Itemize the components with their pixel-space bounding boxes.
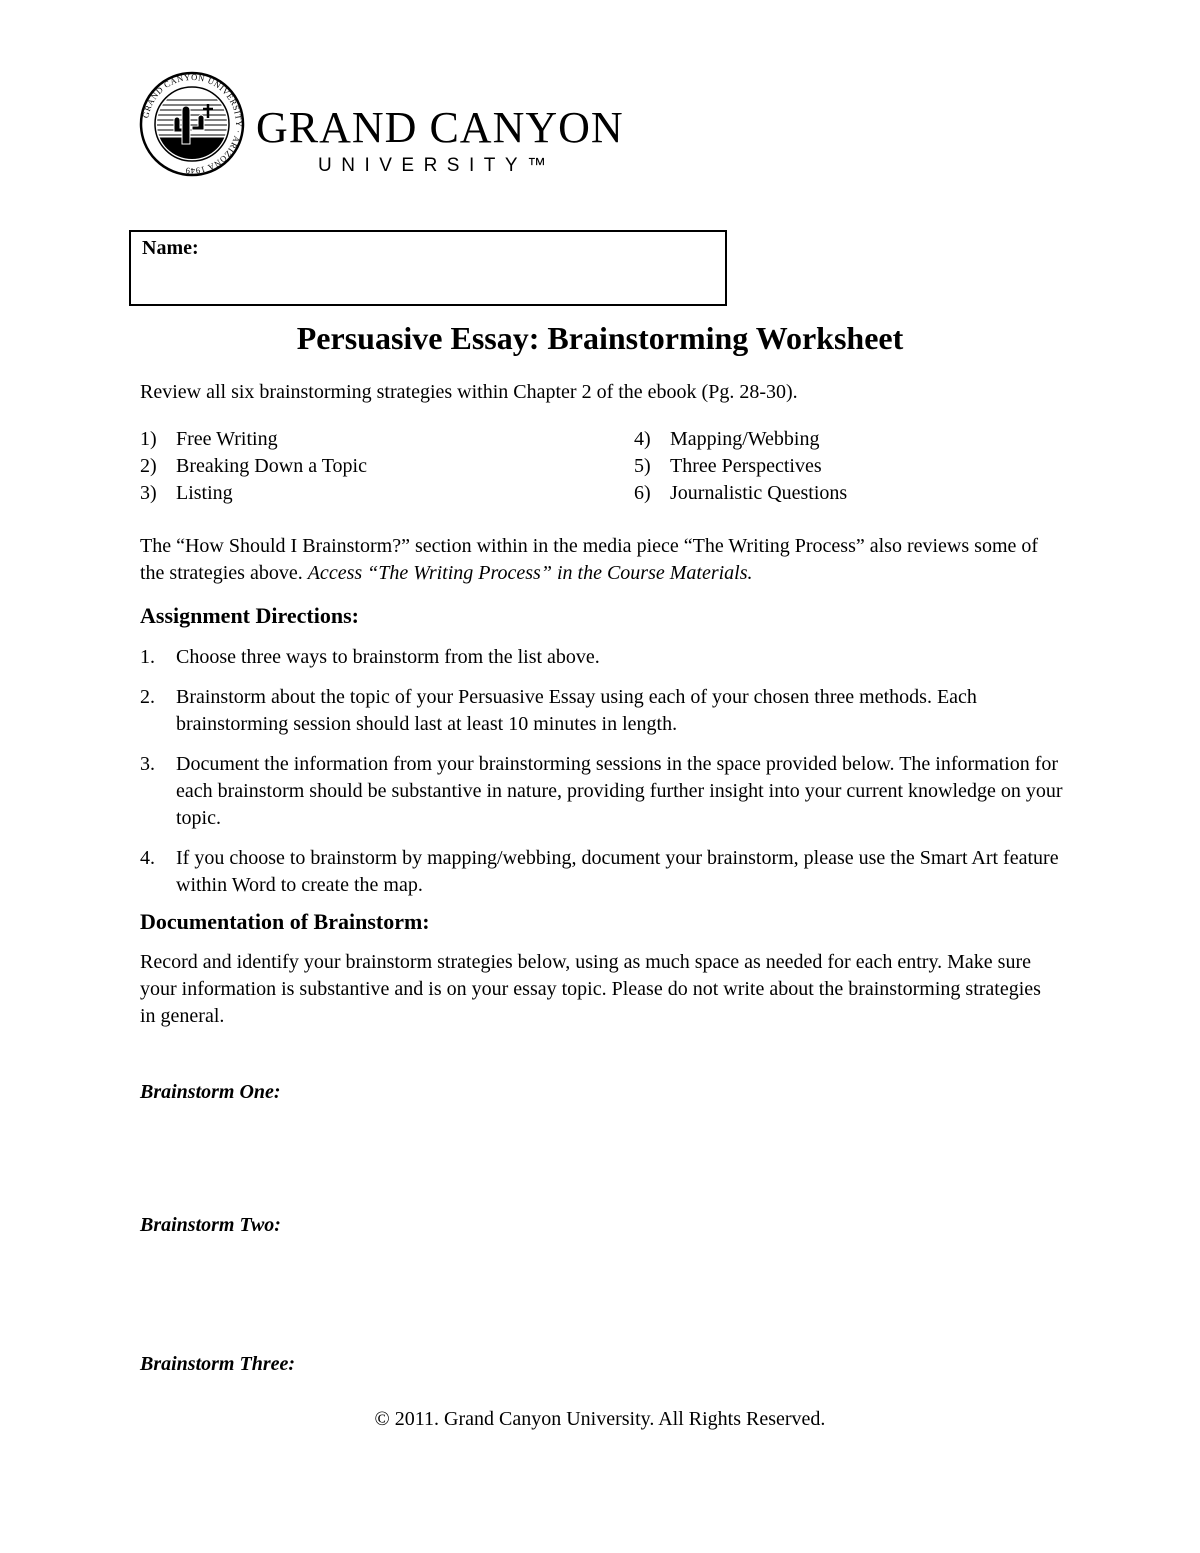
assignment-heading: Assignment Directions: [140,603,359,628]
documentation-text: Record and identify your brainstorm strategies below, using as much space as needed for each entry. Make sure your information is substantive and is on your essay topic. Please do not write about the brainstorming strategies in general. [140,951,1041,1027]
documentation-heading: Documentation of Brainstorm: [140,909,430,934]
list-item: 1. Choose three ways to brainstorm from the list above. [140,646,600,668]
list-item: 4. If you choose to brainstorm by mapping/webbing, document your brainstorm, please use the Smart Art feature within Word to create the map. [140,847,1059,896]
brainstorm-two-label: Brainstorm Two: [140,1214,281,1236]
seal-text: GRAND CANYON UNIVERSITY · ARIZONA 1949 [140,71,245,177]
list-item: 6) Journalistic Questions [634,482,848,504]
brainstorm-one-label: Brainstorm One: [140,1081,281,1103]
page-title: Persuasive Essay: Brainstorming Worksheet [296,320,904,356]
list-item: 4) Mapping/Webbing [634,428,820,450]
list-item: 2. Brainstorm about the topic of your Persuasive Essay using each of your chosen three methods. Each brainstorming session should last at least 10 minutes in length. [140,686,977,735]
intro-text: Review all six brainstorming strategies within Chapter 2 of the ebook (Pg. 28-30). [140,381,798,403]
strategy-list-left [140,426,367,507]
name-field[interactable] [129,230,727,306]
list-item: 2) Breaking Down a Topic [140,455,367,477]
media-note: The “How Should I Brainstorm?” section within in the media piece “The Writing Process” also reviews some of the strategies above. Access “The Writing Process” in the Course Materials. [140,535,1039,584]
list-item: 1) Free Writing [140,428,278,450]
logo-title: GRAND CANYON [256,103,624,152]
name-label: Name: [142,237,199,259]
copyright-footer: © 2011. Grand Canyon University. All Rights Reserved. [374,1408,826,1430]
strategy-list-right [634,426,847,507]
list-item: 3) Listing [140,482,233,504]
list-item: 5) Three Perspectives [634,455,822,477]
university-seal-icon [138,70,246,178]
brainstorm-three-label: Brainstorm Three: [140,1353,296,1375]
assignment-list [140,644,1080,912]
university-logo [138,70,638,180]
logo-subtitle: UNIVERSITY™ [318,155,556,176]
media-note-italic: Access “The Writing Process” in the Course Materials. [307,562,753,584]
list-item: 3. Document the information from your brainstorming sessions in the space provided below. The information for each brainstorm should be substantive in nature, providing further insight into your current knowledge on your topic. [140,753,1063,829]
